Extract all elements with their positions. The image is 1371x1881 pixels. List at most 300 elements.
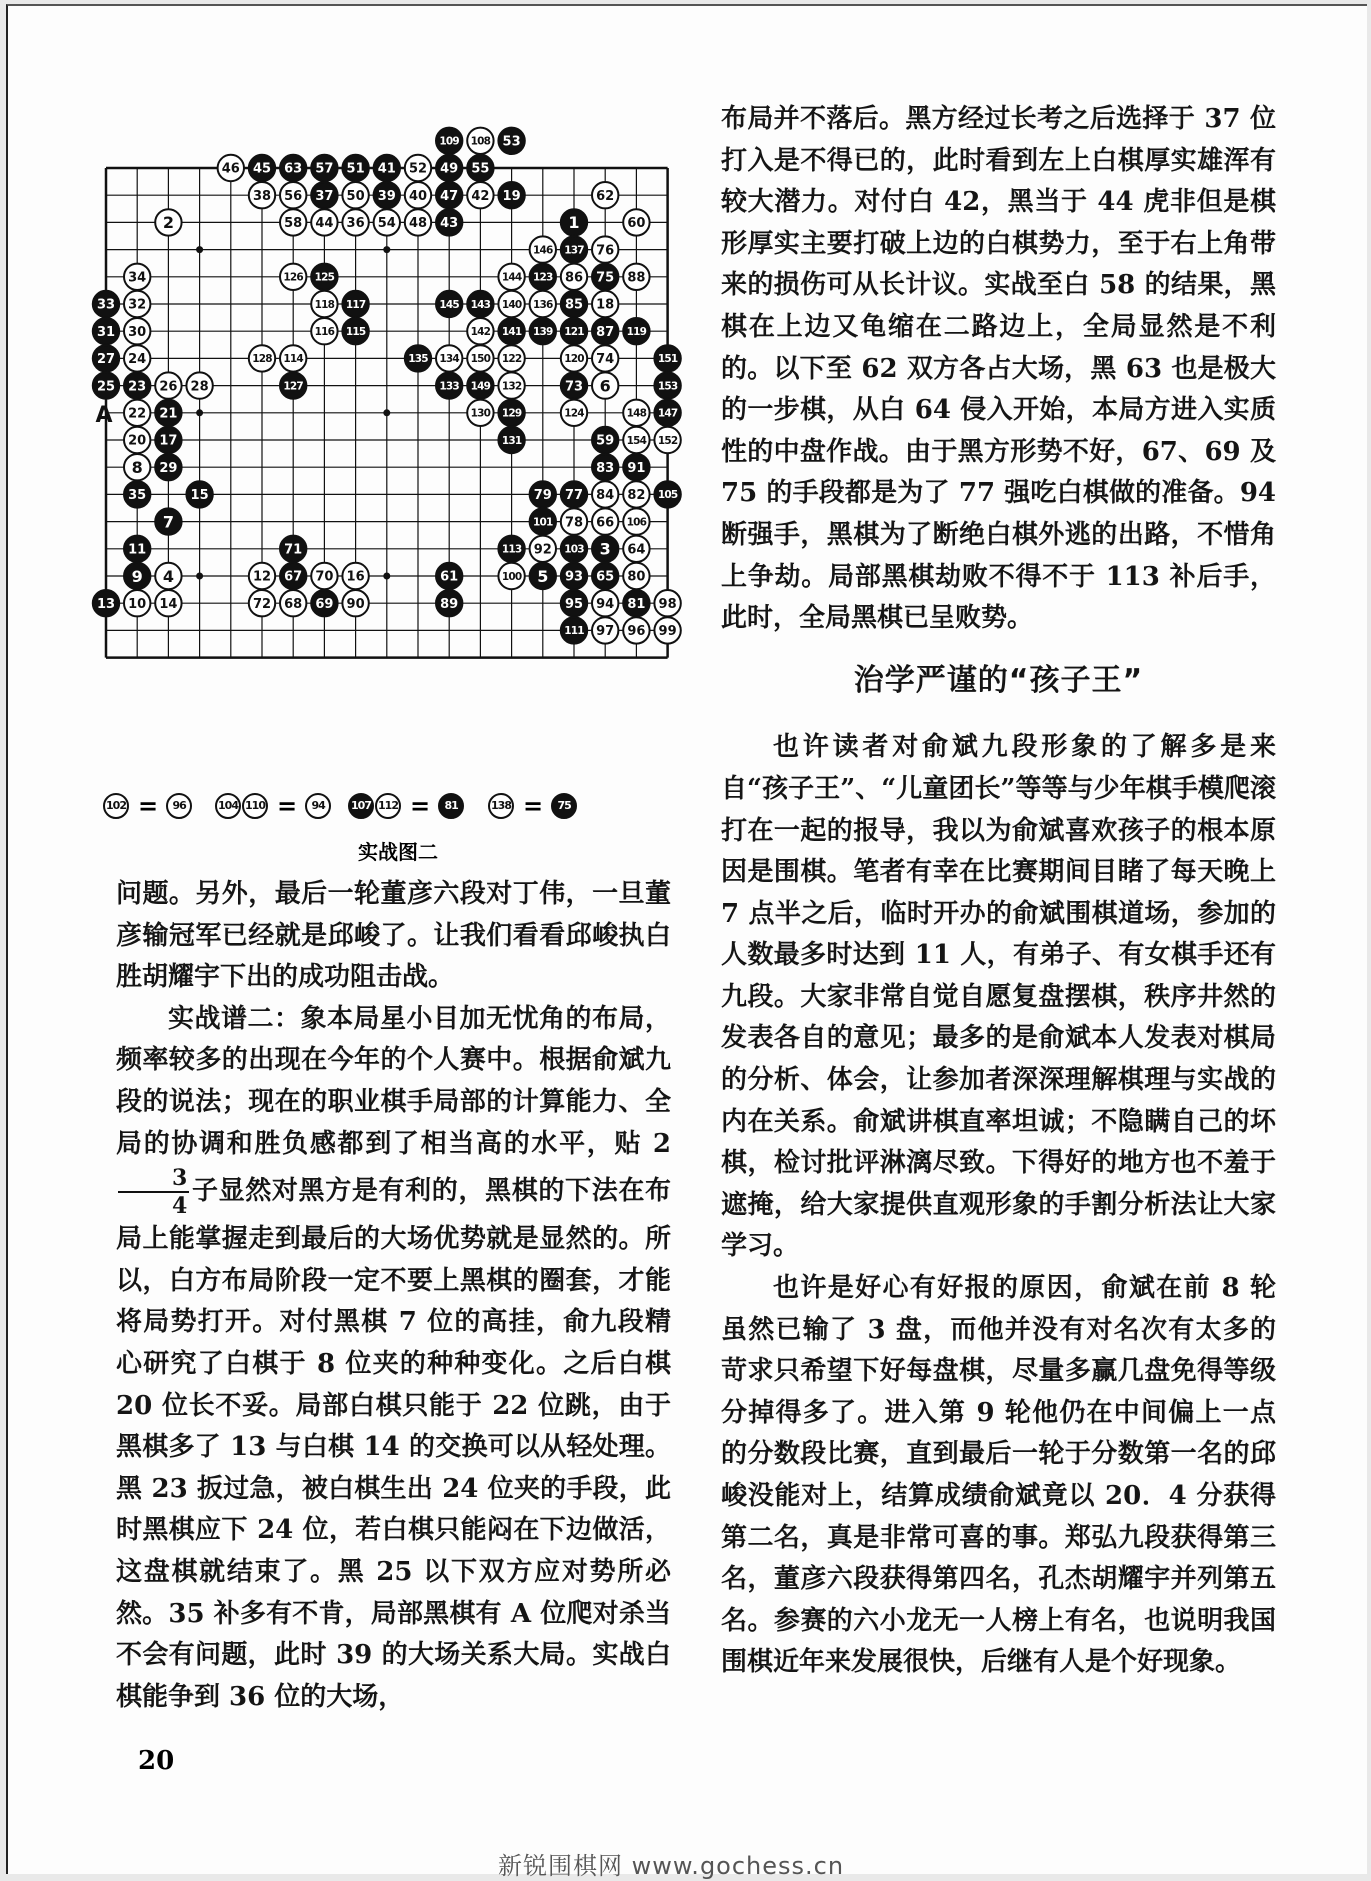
white-stone	[623, 617, 649, 643]
black-stone	[124, 481, 150, 507]
move-number: 103	[564, 543, 584, 556]
white-stone	[342, 182, 368, 208]
move-number: 121	[564, 325, 584, 338]
white-stone	[498, 563, 524, 589]
right-paragraph-2: 也许读者对俞斌九段形象的了解多是来自“孩子王”、“儿童团长”等等与少年棋手模爬滚打在一起的报导，我以为俞斌喜欢孩子的根本原因是围棋。笔者有幸在比赛期间目睹了每天晚上 7 点半之后，临时开办的俞斌围棋道场，参加的人数最多时达到 11 人，有弟子、有女棋手还有九段。大家非常自觉自愿复盘摆棋，秩序井然的发表各自的意见；最多的是俞斌本人发表对棋局的分析、体会，让参加者深深理解棋理与实战的内在关系。俞斌讲棋直率坦诚；不隐瞒自己的坏棋，检讨批评淋漓尽致。下得好的地方也不羞于遮掩，给大家提供直观形象的手割分析法让大家学习。	[721, 732, 1276, 1262]
move-number: 148	[626, 407, 647, 420]
move-number: 44	[315, 216, 334, 232]
white-stone-label: 110	[242, 793, 268, 819]
white-stone	[124, 454, 150, 480]
black-stone	[436, 291, 462, 317]
move-number: 117	[345, 298, 366, 311]
black-stone	[374, 155, 400, 181]
black-stone	[249, 155, 275, 181]
ko-equality	[103, 786, 193, 826]
fraction-numerator: 3	[118, 1165, 189, 1193]
move-number: 151	[657, 353, 678, 366]
move-number: 7	[162, 512, 174, 532]
move-number: 141	[501, 325, 522, 338]
move-number: 93	[564, 569, 584, 585]
black-stone	[498, 427, 524, 453]
white-stone	[280, 264, 306, 290]
move-number: 63	[284, 161, 303, 177]
move-number: 90	[346, 596, 365, 612]
move-number: 38	[252, 188, 272, 204]
black-stone	[467, 372, 493, 398]
move-number: 56	[284, 188, 303, 204]
move-number: 147	[657, 407, 678, 420]
move-number: 77	[564, 488, 584, 504]
move-number: 128	[252, 353, 272, 366]
black-stone	[155, 454, 181, 480]
black-stone	[186, 481, 212, 507]
move-number: 59	[596, 433, 615, 449]
move-number: 65	[596, 569, 615, 585]
move-number: 60	[627, 216, 646, 232]
equals-sign: =	[523, 792, 544, 820]
move-number: 133	[439, 380, 459, 393]
move-number: 2	[162, 213, 174, 233]
black-stone	[280, 372, 306, 398]
black-stone	[498, 182, 524, 208]
move-number: 127	[283, 380, 303, 393]
star-point	[196, 573, 203, 580]
black-stone	[467, 291, 493, 317]
move-number: 137	[564, 244, 584, 257]
left-paragraph-2-end: 子显然对黑方是有利的，黑棋的下法在布局上能掌握走到最后的大场优势就是显然的。所以，白方布局阶段一定不要上黑棋的圈套，才能将局势打开。对付黑棋 7 位的高挂，俞九段精心研究了白棋于 8 位夹的种种变化。之后白棋 20 位长不妥。局部白棋只能于 22 位跳，由于黑棋多了 13 与白棋 14 的交换可以从轻处理。黑 23 扳过急，被白棋生出 24 位夹的手段，此时黑棋应下 24 位，若白棋只能闷在下边做活，这盘棋就结束了。黑 25 以下双方应对势所必然。35 补多有不肯，局部黑棋有 A 位爬对杀当不会有问题，此时 39 的大场关系大局。实战白棋能争到 36 位的大场，	[116, 1176, 671, 1712]
move-number: 154	[626, 434, 647, 447]
move-number: 88	[627, 270, 646, 286]
black-stone	[93, 372, 119, 398]
move-number: 68	[284, 596, 303, 612]
move-number: 9	[131, 566, 143, 586]
move-number: 6	[599, 376, 611, 396]
white-stone	[311, 291, 337, 317]
black-stone	[561, 481, 587, 507]
white-stone	[530, 236, 556, 262]
white-stone	[249, 563, 275, 589]
black-stone	[592, 536, 618, 562]
black-stone	[93, 590, 119, 616]
white-stone	[561, 345, 587, 371]
move-number: 35	[128, 488, 147, 504]
move-number: 136	[533, 298, 553, 311]
white-stone	[280, 182, 306, 208]
black-stone	[93, 291, 119, 317]
move-number: 83	[596, 460, 615, 476]
star-point	[383, 409, 390, 416]
white-stone	[249, 590, 275, 616]
white-stone	[467, 318, 493, 344]
move-number: 73	[564, 379, 584, 395]
section-heading: 治学严谨的“孩子王”	[853, 662, 1144, 698]
white-stone	[592, 182, 618, 208]
white-stone	[405, 209, 431, 235]
black-stone	[155, 427, 181, 453]
move-number: 66	[596, 515, 615, 531]
move-number: 84	[596, 488, 615, 504]
move-number: 74	[596, 352, 615, 368]
white-stone	[186, 372, 212, 398]
move-number: 105	[657, 489, 678, 502]
white-stone	[530, 291, 556, 317]
white-stone	[280, 209, 306, 235]
go-board	[95, 134, 724, 792]
move-number: 98	[658, 596, 677, 612]
move-number: 32	[128, 297, 147, 313]
move-number: 22	[128, 406, 147, 422]
move-number: 120	[564, 353, 584, 366]
move-number: 45	[252, 161, 272, 177]
move-number: 3	[599, 539, 611, 559]
black-stone	[530, 563, 556, 589]
move-number: 109	[439, 135, 459, 148]
white-stone	[623, 264, 649, 290]
move-number: 29	[159, 460, 178, 476]
black-stone	[561, 617, 587, 643]
move-number: 134	[439, 353, 459, 366]
white-stone	[374, 209, 400, 235]
black-stone	[654, 345, 680, 371]
star-point	[383, 246, 390, 253]
black-stone	[530, 264, 556, 290]
white-stone	[467, 128, 493, 154]
move-number: 113	[501, 543, 522, 556]
move-number: 129	[501, 407, 522, 420]
white-stone	[311, 209, 337, 235]
book-page	[6, 4, 1367, 1880]
move-number: 52	[408, 161, 428, 177]
move-number: 132	[501, 380, 522, 393]
move-number: 75	[596, 270, 615, 286]
move-number: 17	[159, 433, 178, 449]
move-number: 12	[252, 569, 272, 585]
white-stone	[654, 617, 680, 643]
black-stone	[623, 318, 649, 344]
star-point	[196, 409, 203, 416]
black-stone	[561, 236, 587, 262]
black-stone	[561, 291, 587, 317]
black-stone-label: 107	[348, 793, 374, 819]
black-stone	[124, 563, 150, 589]
white-stone	[592, 508, 618, 534]
board-label-a: A	[95, 402, 113, 428]
black-stone	[592, 318, 618, 344]
black-stone	[561, 318, 587, 344]
move-number: 18	[596, 297, 615, 313]
black-stone-label: 75	[551, 793, 577, 819]
white-stone	[467, 345, 493, 371]
move-number: 94	[596, 596, 615, 612]
move-number: 67	[284, 569, 303, 585]
black-stone	[592, 454, 618, 480]
move-number: 11	[128, 542, 147, 558]
move-number: 92	[533, 542, 552, 558]
white-stone	[498, 264, 524, 290]
move-number: 108	[470, 135, 491, 148]
move-number: 34	[128, 270, 147, 286]
move-number: 51	[346, 161, 365, 177]
move-number: 124	[564, 407, 584, 420]
white-stone	[654, 427, 680, 453]
move-number: 146	[533, 244, 553, 257]
move-number: 64	[627, 542, 646, 558]
left-paragraph-2-start: 实战谱二：象本局星小目加无忧角的布局，频率较多的出现在今年的个人赛中。根据俞斌九段的说法；现在的职业棋手局部的计算能力、全局的协调和胜负感都到了相当高的水平，贴 2	[116, 1003, 671, 1159]
move-number: 78	[564, 515, 584, 531]
black-stone	[93, 318, 119, 344]
black-stone	[436, 590, 462, 616]
move-number: 5	[537, 566, 549, 586]
white-stone	[218, 155, 244, 181]
page-number: 20	[138, 1746, 175, 1776]
white-stone	[498, 345, 524, 371]
left-paragraph-1: 问题。另外，最后一轮董彦六段对丁伟，一旦董彦输冠军已经就是邱峻了。让我们看看邱峻执白胜胡耀宇下出的成功阻击战。	[116, 879, 671, 993]
left-column	[116, 874, 671, 1718]
move-number: 61	[440, 569, 459, 585]
move-number: 37	[315, 188, 334, 204]
white-stone	[623, 508, 649, 534]
move-number: 96	[627, 624, 646, 640]
white-stone	[249, 345, 275, 371]
black-stone	[561, 372, 587, 398]
white-stone	[561, 400, 587, 426]
white-stone	[155, 563, 181, 589]
star-point	[196, 246, 203, 253]
white-stone-label: 94	[305, 793, 331, 819]
black-stone	[498, 400, 524, 426]
white-stone	[623, 563, 649, 589]
black-stone	[530, 318, 556, 344]
move-number: 100	[501, 570, 522, 583]
black-stone	[561, 209, 587, 235]
right-column	[721, 99, 1276, 1684]
white-stone	[155, 372, 181, 398]
move-number: 55	[471, 161, 490, 177]
black-stone	[561, 563, 587, 589]
left-paragraph-2	[116, 999, 671, 1719]
move-number: 4	[162, 566, 174, 586]
black-stone	[155, 400, 181, 426]
white-stone	[124, 318, 150, 344]
move-number: 41	[377, 161, 396, 177]
equals-sign: =	[277, 792, 298, 820]
black-stone	[374, 182, 400, 208]
move-number: 49	[440, 161, 459, 177]
black-stone	[592, 563, 618, 589]
move-number: 31	[96, 324, 116, 340]
move-number: 50	[346, 188, 365, 204]
move-number: 142	[470, 325, 491, 338]
white-stone	[311, 318, 337, 344]
white-stone	[342, 590, 368, 616]
move-number: 15	[190, 488, 209, 504]
white-stone	[592, 590, 618, 616]
white-stone	[623, 427, 649, 453]
white-stone	[561, 264, 587, 290]
move-number: 91	[627, 460, 646, 476]
move-number: 81	[627, 596, 646, 612]
white-stone-label: 138	[488, 793, 514, 819]
move-number: 27	[96, 352, 116, 368]
white-stone	[623, 481, 649, 507]
white-stone	[405, 182, 431, 208]
move-number: 86	[564, 270, 584, 286]
black-stone	[498, 318, 524, 344]
move-number: 33	[96, 297, 116, 313]
white-stone-label: 102	[103, 793, 129, 819]
white-stone	[124, 264, 150, 290]
white-stone	[623, 209, 649, 235]
black-stone	[124, 536, 150, 562]
white-stone	[280, 345, 306, 371]
move-number: 79	[533, 488, 552, 504]
black-stone	[436, 182, 462, 208]
white-stone	[124, 427, 150, 453]
watermark: 新锐围棋网 www.gochess.cn	[498, 1852, 845, 1880]
move-number: 72	[252, 596, 272, 612]
move-number: 24	[128, 352, 147, 368]
white-stone	[405, 155, 431, 181]
move-number: 149	[470, 380, 491, 393]
move-number: 111	[564, 625, 584, 638]
black-stone	[280, 563, 306, 589]
move-number: 130	[470, 407, 491, 420]
move-number: 20	[128, 433, 147, 449]
black-stone	[498, 536, 524, 562]
ko-equalities	[103, 786, 703, 826]
move-number: 99	[658, 624, 677, 640]
white-stone	[311, 563, 337, 589]
white-stone	[342, 209, 368, 235]
white-stone	[124, 345, 150, 371]
move-number: 87	[596, 324, 615, 340]
white-stone	[498, 291, 524, 317]
white-stone-label: 96	[166, 793, 192, 819]
move-number: 16	[346, 569, 365, 585]
move-number: 39	[377, 188, 396, 204]
move-number: 13	[96, 596, 116, 612]
go-board-diagram	[95, 134, 724, 792]
black-stone	[654, 481, 680, 507]
star-point	[383, 573, 390, 580]
move-number: 25	[96, 379, 116, 395]
white-stone	[436, 345, 462, 371]
move-number: 71	[284, 542, 303, 558]
move-number: 135	[408, 353, 428, 366]
black-stone	[280, 155, 306, 181]
move-number: 115	[345, 325, 366, 338]
move-number: 144	[501, 271, 522, 284]
black-stone	[592, 427, 618, 453]
black-stone	[93, 345, 119, 371]
white-stone-label: 112	[375, 793, 401, 819]
move-number: 85	[564, 297, 584, 313]
move-number: 89	[440, 596, 459, 612]
black-stone-label: 81	[438, 793, 464, 819]
white-stone	[124, 400, 150, 426]
move-number: 46	[221, 161, 240, 177]
black-stone	[311, 155, 337, 181]
move-number: 119	[626, 325, 647, 338]
black-stone	[342, 155, 368, 181]
white-stone	[530, 536, 556, 562]
move-number: 114	[283, 353, 303, 366]
white-stone	[623, 400, 649, 426]
move-number: 82	[627, 488, 646, 504]
move-number: 139	[533, 325, 553, 338]
move-number: 70	[315, 569, 334, 585]
move-number: 23	[128, 379, 147, 395]
move-number: 150	[470, 353, 491, 366]
white-stone	[155, 590, 181, 616]
move-number: 69	[315, 596, 334, 612]
fraction-denominator: 4	[172, 1193, 188, 1220]
white-stone	[124, 291, 150, 317]
white-stone	[592, 236, 618, 262]
black-stone	[654, 372, 680, 398]
black-stone	[405, 345, 431, 371]
white-stone	[124, 590, 150, 616]
ko-equality	[215, 786, 332, 826]
white-stone	[280, 590, 306, 616]
equals-sign: =	[410, 792, 431, 820]
white-stone	[561, 508, 587, 534]
black-stone	[561, 590, 587, 616]
move-number: 140	[501, 298, 522, 311]
move-number: 1	[568, 213, 580, 233]
move-number: 26	[159, 379, 178, 395]
white-stone	[498, 372, 524, 398]
black-stone	[498, 128, 524, 154]
move-number: 152	[657, 434, 678, 447]
move-number: 30	[128, 324, 147, 340]
black-stone	[654, 400, 680, 426]
white-stone	[592, 291, 618, 317]
move-number: 14	[159, 596, 178, 612]
move-number: 58	[284, 216, 303, 232]
black-stone	[436, 372, 462, 398]
move-number: 118	[314, 298, 335, 311]
black-stone	[530, 508, 556, 534]
black-stone	[155, 508, 181, 534]
black-stone	[342, 291, 368, 317]
ko-equality	[348, 786, 465, 826]
move-number: 53	[502, 134, 521, 150]
move-number: 43	[440, 216, 459, 232]
black-stone	[561, 536, 587, 562]
move-number: 28	[190, 379, 209, 395]
black-stone	[467, 155, 493, 181]
white-stone	[467, 182, 493, 208]
equals-sign: =	[138, 792, 159, 820]
white-stone	[155, 209, 181, 235]
black-stone	[436, 155, 462, 181]
move-number: 125	[314, 271, 335, 284]
black-stone	[623, 590, 649, 616]
black-stone	[342, 318, 368, 344]
black-stone	[623, 454, 649, 480]
black-stone	[311, 590, 337, 616]
move-number: 48	[408, 216, 428, 232]
move-number: 21	[159, 406, 178, 422]
white-stone	[592, 372, 618, 398]
move-number: 47	[440, 188, 459, 204]
ko-equality	[488, 786, 578, 826]
move-number: 97	[596, 624, 615, 640]
white-stone	[654, 590, 680, 616]
white-stone	[592, 481, 618, 507]
move-number: 36	[346, 216, 365, 232]
